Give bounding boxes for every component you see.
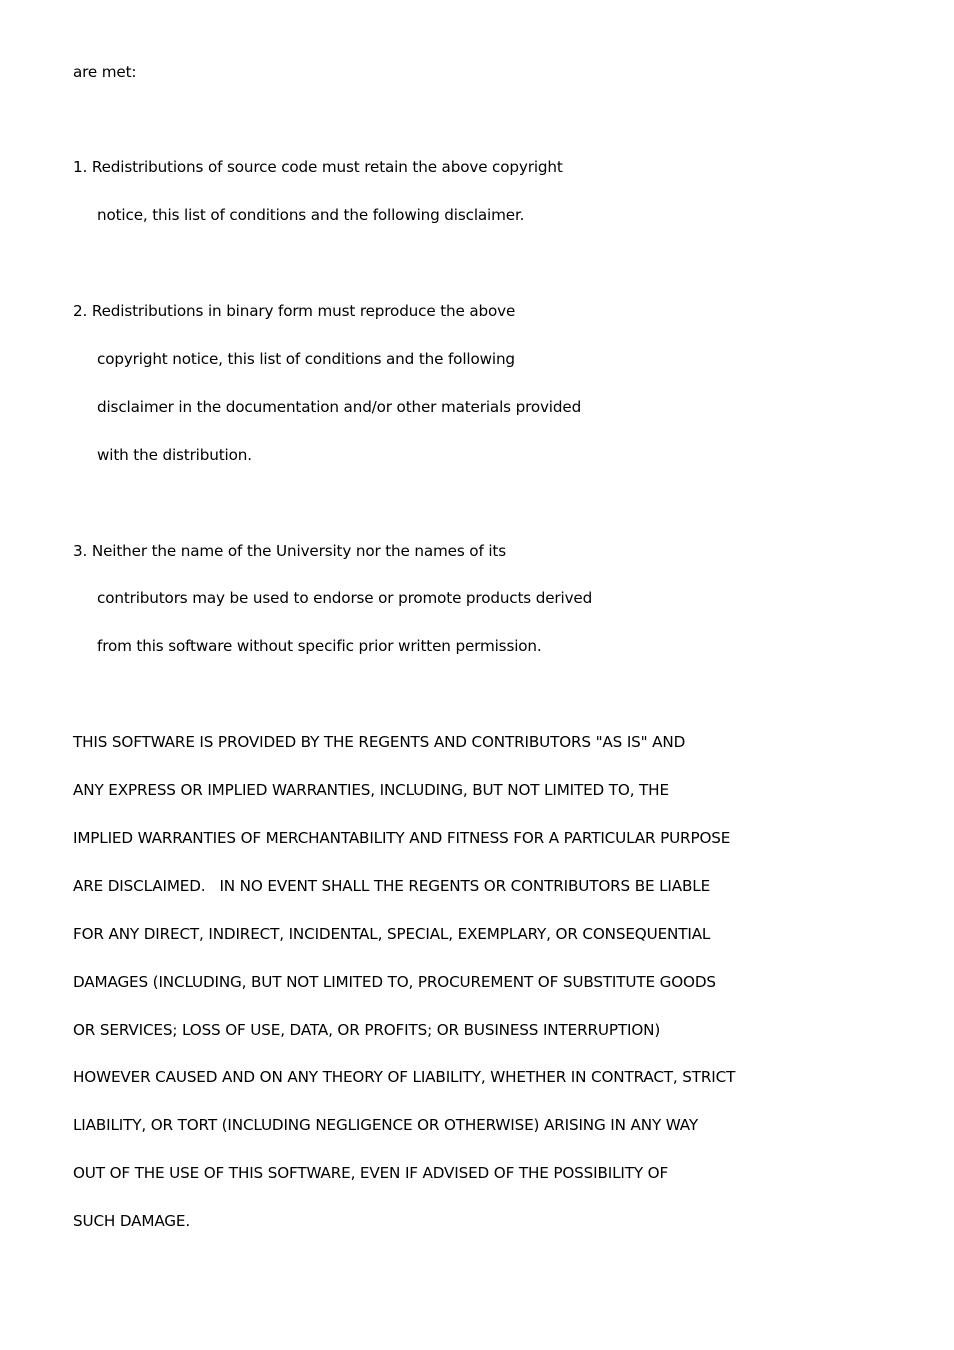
disclaimer-line: LIABILITY, OR TORT (INCLUDING NEGLIGENCE OR OTHERWISE) ARISING IN ANY WAY xyxy=(73,1116,698,1134)
list-item-3-line: 3. Neither the name of the University nor the names of its xyxy=(73,542,506,560)
list-item-1-line: notice, this list of conditions and the following disclaimer. xyxy=(97,206,525,224)
disclaimer-line: HOWEVER CAUSED AND ON ANY THEORY OF LIABILITY, WHETHER IN CONTRACT, STRICT xyxy=(73,1068,736,1086)
list-item-2-line: 2. Redistributions in binary form must reproduce the above xyxy=(73,302,516,320)
list-item-3-line: contributors may be used to endorse or promote products derived xyxy=(97,589,593,607)
disclaimer-line: SUCH DAMAGE. xyxy=(73,1212,191,1230)
disclaimer-line: ARE DISCLAIMED. IN NO EVENT SHALL THE REGENTS OR CONTRIBUTORS BE LIABLE xyxy=(73,877,711,895)
disclaimer-line: OR SERVICES; LOSS OF USE, DATA, OR PROFITS; OR BUSINESS INTERRUPTION) xyxy=(73,1021,661,1039)
list-item-3-line: from this software without specific prior written permission. xyxy=(97,637,542,655)
list-item-2-line: copyright notice, this list of conditions and the following xyxy=(97,350,515,368)
list-item-1-line: 1. Redistributions of source code must retain the above copyright xyxy=(73,158,563,176)
disclaimer-line: DAMAGES (INCLUDING, BUT NOT LIMITED TO, PROCUREMENT OF SUBSTITUTE GOODS xyxy=(73,973,716,991)
disclaimer-line: FOR ANY DIRECT, INDIRECT, INCIDENTAL, SPECIAL, EXEMPLARY, OR CONSEQUENTIAL xyxy=(73,925,711,943)
disclaimer-line: ANY EXPRESS OR IMPLIED WARRANTIES, INCLUDING, BUT NOT LIMITED TO, THE xyxy=(73,781,669,799)
disclaimer-line: OUT OF THE USE OF THIS SOFTWARE, EVEN IF ADVISED OF THE POSSIBILITY OF xyxy=(73,1164,669,1182)
text-line: are met: xyxy=(73,63,137,81)
disclaimer-line: THIS SOFTWARE IS PROVIDED BY THE REGENTS AND CONTRIBUTORS "AS IS" AND xyxy=(73,733,686,751)
list-item-2-line: disclaimer in the documentation and/or other materials provided xyxy=(97,398,582,416)
disclaimer-line: IMPLIED WARRANTIES OF MERCHANTABILITY AND FITNESS FOR A PARTICULAR PURPOSE xyxy=(73,829,731,847)
list-item-2-line: with the distribution. xyxy=(97,446,252,464)
